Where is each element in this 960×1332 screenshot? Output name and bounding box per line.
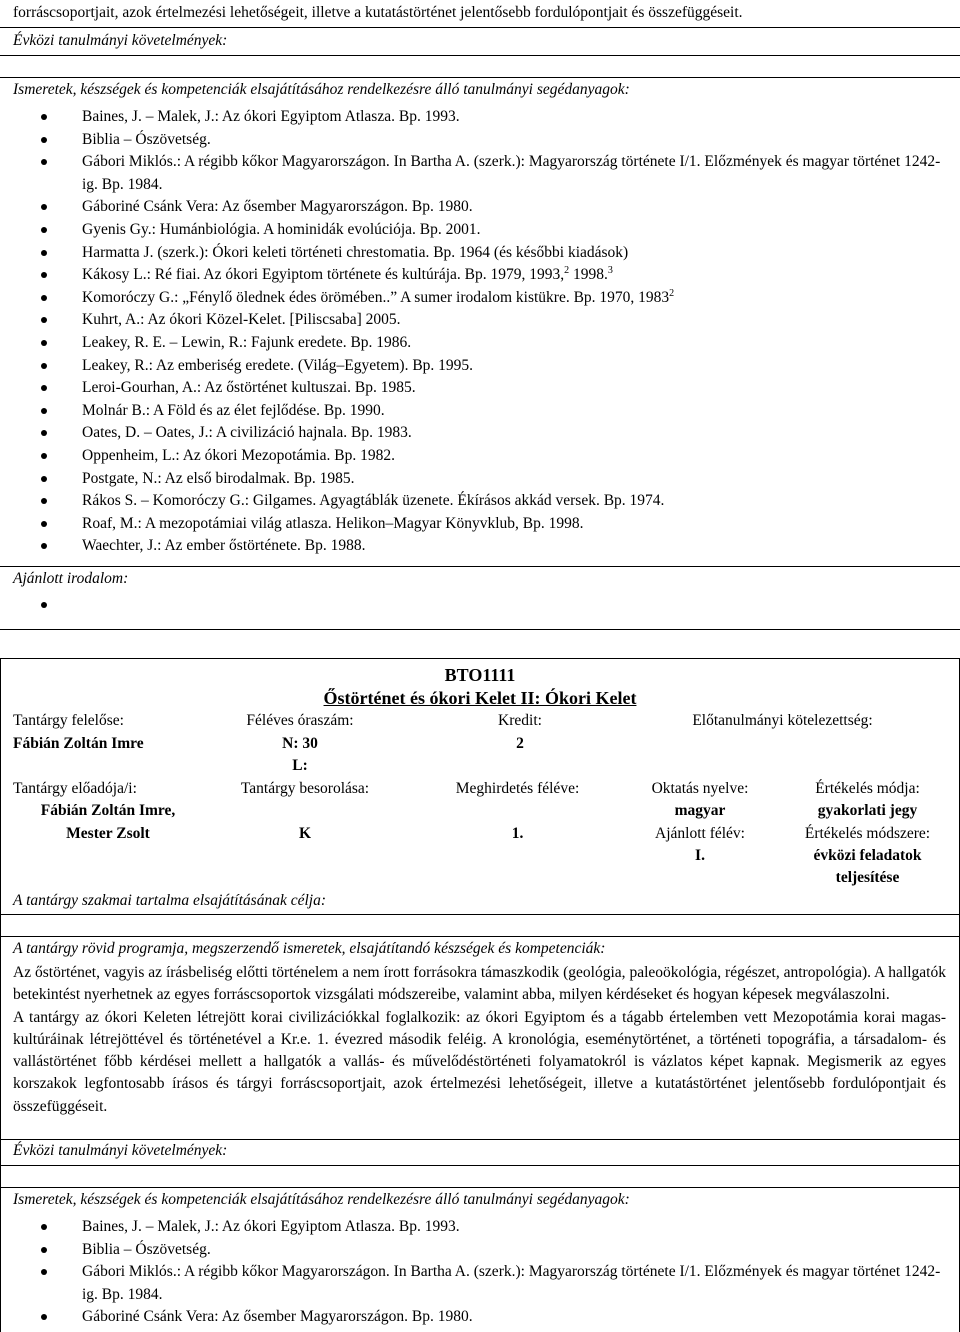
evkozi-heading-2: Évközi tanulmányi követelmények: [13, 1142, 228, 1159]
list-item: Kuhrt, A.: Az ókori Közel-Kelet. [Piliscsaba] 2005. [0, 309, 942, 332]
ertekeles-modszer-label: Értékelés módszere: [804, 825, 931, 842]
list-item: Oppenheim, L.: Az ókori Mezopotámia. Bp. 1982. [0, 445, 942, 468]
reference-list-2 [0, 1216, 942, 1329]
course-title: Őstörténet és ókori Kelet II: Ókori Kelet [323, 688, 637, 708]
program-paragraph-1: Az őstörténet, vagyis az írásbeliség előtti történelem a nem írott forrásokra támaszkodik (geológia, paleoökológia, régészet, antropológia). A hallgatók betekintést nyerhetnek az egyes forráscsoportok vizsgálati módszereibe, valamint abba, milyen kérdéseket és hogyan képesek megválaszolni. [13, 964, 946, 1004]
recommended-list [0, 594, 86, 617]
list-item: Gábori Miklós.: A régibb kőkor Magyarországon. In Bartha A. (szerk.): Magyarország története I/1. Előzmények és magyar történet 1242-ig. Bp. 1984. [0, 1261, 942, 1306]
meghirdetes-label: Meghirdetés féléve: [455, 780, 580, 797]
list-item: Gáboriné Csánk Vera: Az ősember Magyarországon. Bp. 1980. [0, 196, 942, 219]
list-item: Harmatta J. (szerk.): Ókori keleti történeti chrestomatia. Bp. 1964 (és későbbi kiadások) [0, 242, 942, 265]
list-item: Gábori Miklós.: A régibb kőkor Magyarországon. In Bartha A. (szerk.): Magyarország története I/1. Előzmények és magyar történet 1242-ig. Bp. 1984. [0, 151, 942, 196]
list-item: Leakey, R. E. – Lewin, R.: Fajunk eredete. Bp. 1986. [0, 332, 942, 355]
program-text [13, 962, 946, 1118]
evkozi-heading: Évközi tanulmányi követelmények: [13, 32, 228, 49]
list-item: Biblia – Ószövetség. [0, 129, 942, 152]
felelos-value: Fábián Zoltán Imre [13, 735, 144, 752]
recommended-heading: Ajánlott irodalom: [13, 570, 129, 587]
materials-heading: Ismeretek, készségek és kompetenciák elsajátításához rendelkezésre álló tanulmányi segédanyagok: [13, 81, 630, 98]
elotan-label: Előtanulmányi kötelezettség: [692, 712, 873, 729]
list-item: Gyenis Gy.: Humánbiológia. A hominidák evolúciója. Bp. 2001. [0, 219, 942, 242]
list-item: Baines, J. – Malek, J.: Az ókori Egyiptom Atlasza. Bp. 1993. [0, 106, 942, 129]
cel-heading: A tantárgy szakmai tartalma elsajátításának célja: [13, 892, 326, 909]
ajanlott-felev-label: Ajánlott félév: [655, 825, 745, 842]
list-item: Oates, D. – Oates, J.: A civilizáció hajnala. Bp. 1983. [0, 422, 942, 445]
list-item: Komoróczy G.: „Fénylő ölednek édes örömében..” A sumer irodalom kistükre. Bp. 1970, 1983$^2$ [0, 287, 942, 310]
program-paragraph-2: A tantárgy az ókori Keleten létrejött korai civilizációkkal foglalkozik: az ókori Egyiptom és a tágabb értelemben vett Mezopotámia korai magas-kultúráinak létrejöttével és történetével a Kr.e. 1. évezred második feléig. A kronológia, eseménytörténet, a történeti topográfia, a társadalom- és vallástörténet főbb kérdései mellett a hallgatók a vallás- és művelődéstörténeti folyamatokról is vázlatos képet kapnak. Megismerik az egyes korszakok legfontosabb írásos és tárgyi forráscsoportjait, azok értelmezési lehetőségeit, illetve a kutatástörténet jelentősebb fordulópontjait és összefüggéseit. [13, 1008, 946, 1115]
kredit-label: Kredit: [498, 712, 542, 729]
meghirdetes-value: 1. [511, 825, 524, 842]
oraszam-l: L: [292, 757, 308, 774]
oraszam-label: Féléves óraszám: [246, 712, 354, 729]
list-item: Leakey, R.: Az emberiség eredete. (Világ–Egyetem). Bp. 1995. [0, 355, 942, 378]
program-heading: A tantárgy rövid programja, megszerzendő ismeretek, elsajátítandó készségek és kompetenciák: [13, 940, 606, 957]
list-item: Rákos S. – Komoróczy G.: Gilgames. Agyagtáblák üzenete. Ékírásos akkád versek. Bp. 1974. [0, 490, 942, 513]
ertekeles-mod-label: Értékelés módja: [815, 780, 920, 797]
ertekeles-mod-value: gyakorlati jegy [817, 802, 918, 819]
list-item: Gáboriné Csánk Vera: Az ősember Magyarországon. Bp. 1980. [0, 1306, 942, 1329]
list-item: Kákosy L.: Ré fiai. Az ókori Egyiptom története és kultúrája. Bp. 1979, 1993,$^2$ 1998.$^3$ [0, 264, 942, 287]
list-item: Waechter, J.: Az ember őstörténete. Bp. 1988. [0, 535, 942, 558]
oraszam-n: N: 30 [282, 735, 318, 752]
eloado-value-2: Mester Zsolt [66, 825, 150, 842]
ertekeles-modszer-value-1: évközi feladatok [813, 847, 922, 864]
kredit-value: 2 [516, 735, 524, 752]
ajanlott-felev-value: I. [695, 847, 705, 864]
nyelv-value: magyar [674, 802, 726, 819]
eloado-label: Tantárgy előadója/i: [13, 780, 137, 797]
besorolas-label: Tantárgy besorolása: [240, 780, 370, 797]
besorolas-value: K [298, 825, 312, 842]
list-item: Molnár B.: A Föld és az élet fejlődése. Bp. 1990. [0, 400, 942, 423]
list-item: Roaf, M.: A mezopotámiai világ atlasza. Helikon–Magyar Könyvklub, Bp. 1998. [0, 513, 942, 536]
list-item: Postgate, N.: Az első birodalmak. Bp. 1985. [0, 468, 942, 491]
nyelv-label: Oktatás nyelve: [651, 780, 749, 797]
list-item [0, 594, 86, 617]
eloado-value-1: Fábián Zoltán Imre, [40, 802, 176, 819]
list-item: Baines, J. – Malek, J.: Az ókori Egyiptom Atlasza. Bp. 1993. [0, 1216, 942, 1239]
ertekeles-modszer-value-2: teljesítése [835, 869, 900, 886]
course-code: BTO1111 [444, 665, 516, 685]
list-item: Biblia – Ószövetség. [0, 1239, 942, 1262]
reference-list [0, 106, 942, 558]
list-item: Leroi-Gourhan, A.: Az őstörténet kultuszai. Bp. 1985. [0, 377, 942, 400]
continued-text: forráscsoportjait, azok értelmezési lehetőségeit, illetve a kutatástörténet jelentősebb fordulópontjait és összefüggéseit. [13, 4, 743, 21]
materials-heading-2: Ismeretek, készségek és kompetenciák elsajátításához rendelkezésre álló tanulmányi segédanyagok: [13, 1191, 630, 1208]
felelos-label: Tantárgy felelőse: [13, 712, 124, 729]
